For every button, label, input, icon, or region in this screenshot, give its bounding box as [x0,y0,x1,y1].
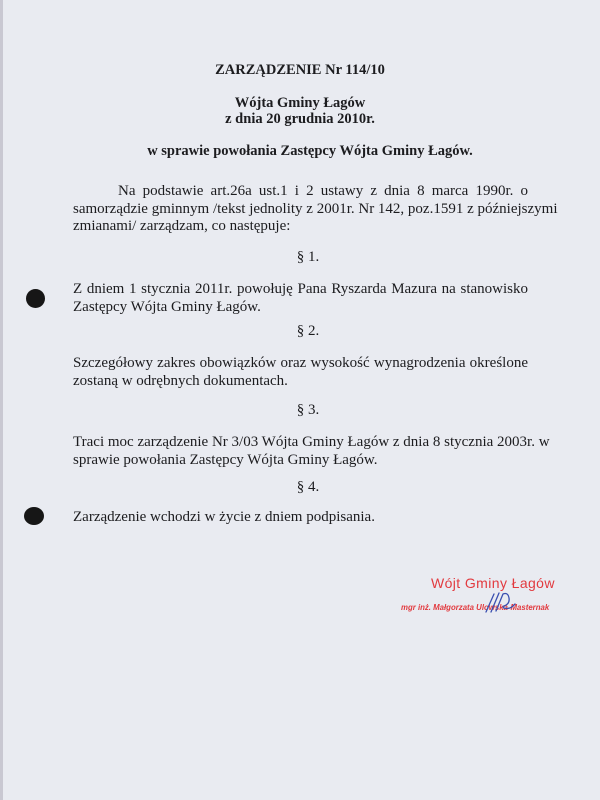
handwritten-signature [482,590,516,614]
section-label-2: § 2. [296,323,320,339]
paragraph-line: Zastępcy Wójta Gminy Łagów. [73,298,261,315]
paragraph-line: zostaną w odrębnych dokumentach. [73,372,288,389]
preamble-line: zmianami/ zarządzam, co następuje: [73,218,291,234]
section-4-paragraph [73,509,528,527]
paragraph-line: Z dniem 1 stycznia 2011r. powołuję Pana Ryszarda Mazura na stanowisko [73,281,528,297]
paragraph-line: Traci moc zarządzenie Nr 3/03 Wójta Gminy Łagów z dnia 8 stycznia 2003r. w [73,434,550,450]
section-label-3: § 3. [296,402,320,418]
stamp-title: Wójt Gminy Łagów [431,575,555,591]
section-2-paragraph [73,355,528,390]
preamble-line: Na podstawie art.26a ust.1 i 2 ustawy z dnia 8 marca 1990r. o [118,183,528,199]
stamp-name: mgr inż. Małgorzata Ulowska-Masternak [401,602,550,612]
document-issuer: Wójta Gminy Łagów [234,95,366,111]
punch-hole [26,289,45,308]
document-title: ZARZĄDZENIE Nr 114/10 [215,62,385,78]
document-subject: w sprawie powołania Zastępcy Wójta Gminy Łagów. [147,143,473,159]
section-label-4: § 4. [296,479,320,495]
paragraph-line: Zarządzenie wchodzi w życie z dniem podpisania. [73,509,375,525]
paragraph-line: sprawie powołania Zastępcy Wójta Gminy Łagów. [73,451,378,468]
paragraph-line: Szczegółowy zakres obowiązków oraz wysokość wynagrodzenia określone [73,355,528,371]
punch-hole [24,507,44,525]
section-1-paragraph [73,281,528,316]
preamble-line: samorządzie gminnym /tekst jednolity z 2001r. Nr 142, poz.1591 z późniejszymi [73,200,558,217]
section-label-1: § 1. [296,249,320,265]
preamble-paragraph [73,183,558,236]
document-date: z dnia 20 grudnia 2010r. [225,111,375,127]
section-3-paragraph [73,434,550,469]
